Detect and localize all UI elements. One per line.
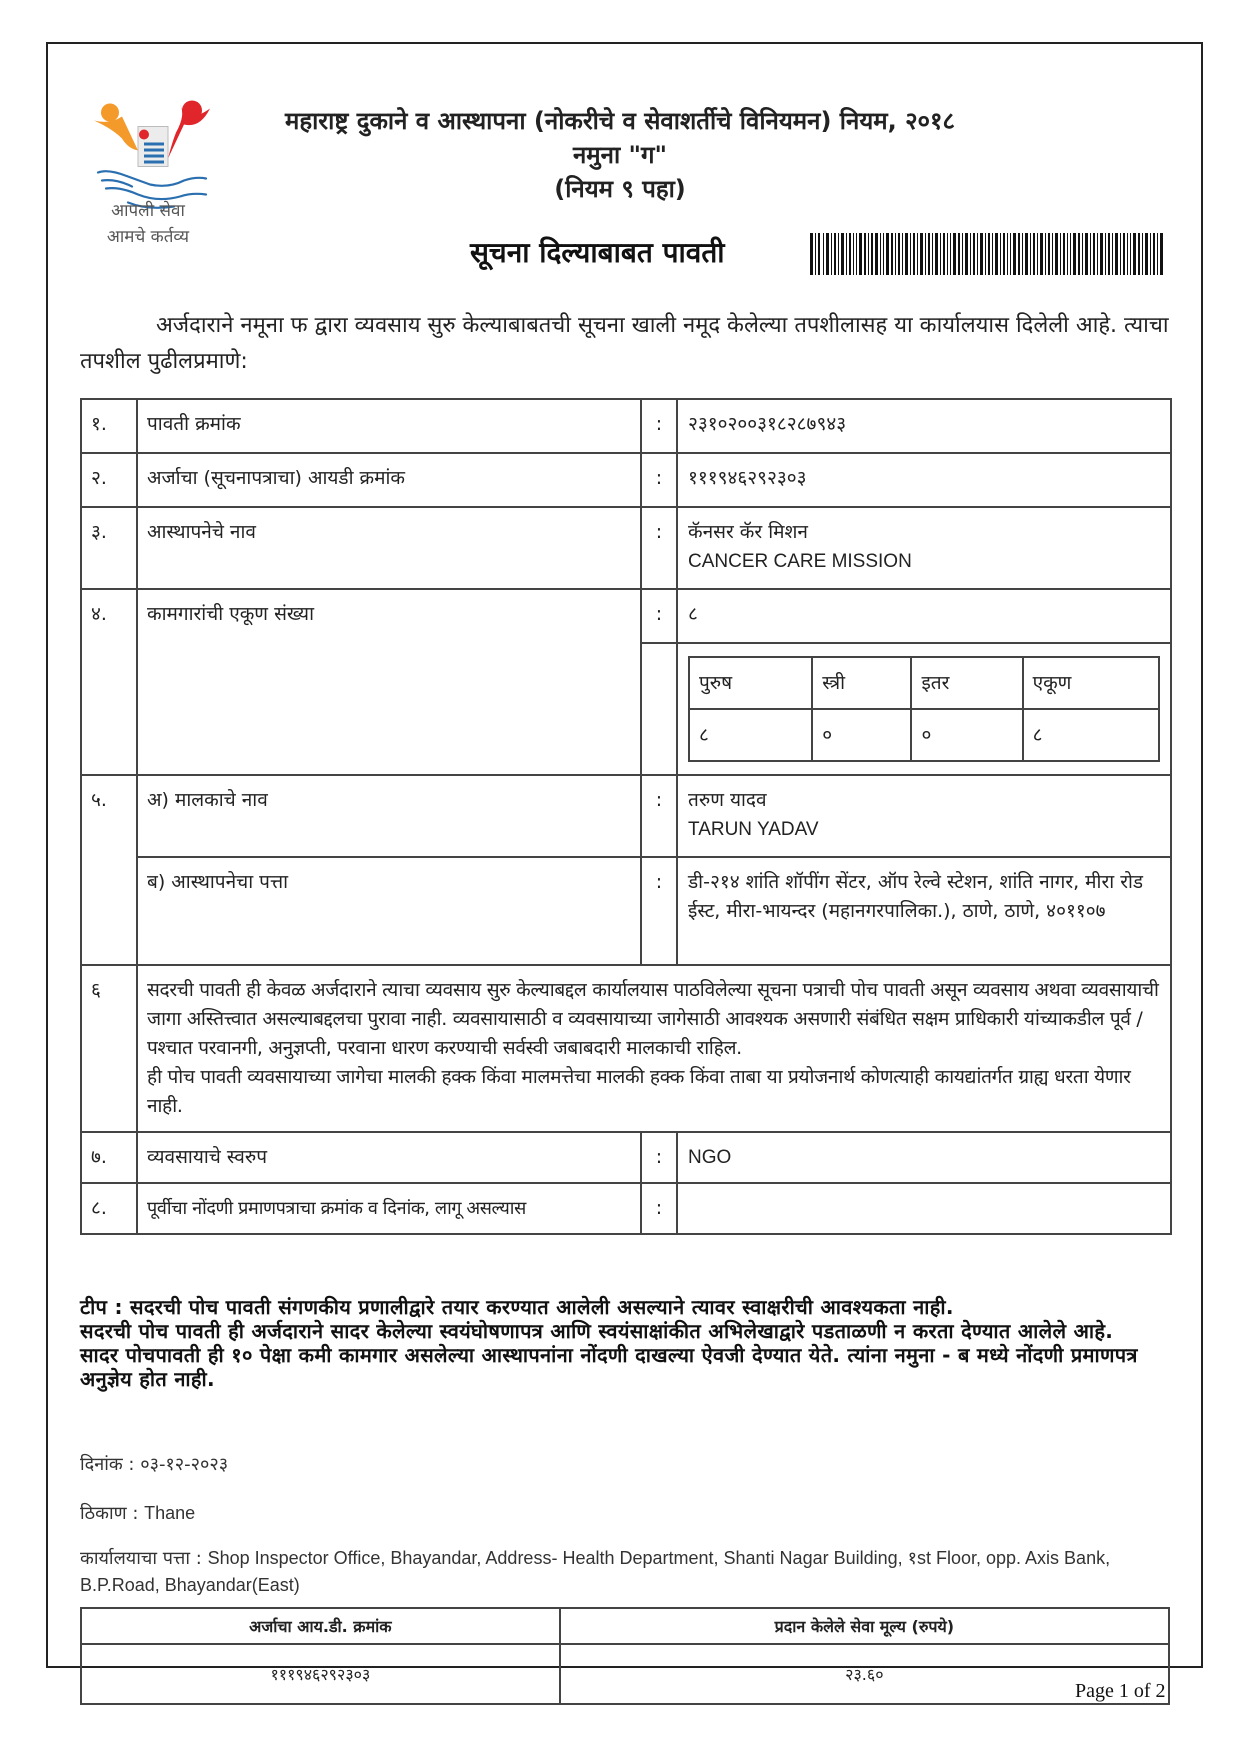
place-line xyxy=(80,1500,195,1527)
table-row xyxy=(81,965,1171,1132)
previous-registration-label: पूर्वीचा नोंदणी प्रमाणपत्राचा क्रमांक व दिनांक, लागू असल्यास xyxy=(137,1183,641,1234)
office-address-line xyxy=(80,1545,1170,1599)
fee-amount-header: प्रदान केलेले सेवा मूल्य (रुपये) xyxy=(560,1608,1169,1644)
breakdown-value-row xyxy=(689,709,1159,761)
place-label: ठिकाण : xyxy=(80,1503,139,1524)
row-number: १. xyxy=(81,399,137,453)
table-row xyxy=(81,453,1171,507)
fee-id-value: १११९४६२९२३०३ xyxy=(81,1644,560,1704)
table-row xyxy=(81,857,1171,965)
colon: : xyxy=(641,857,677,965)
row-number: ८. xyxy=(81,1183,137,1234)
establishment-name-english: CANCER CARE MISSION xyxy=(688,551,912,572)
act-title: महाराष्ट्र दुकाने व आस्थापना (नोकरीचे व सेवाशर्तीचे विनियमन) नियम, २०१८ xyxy=(284,107,955,135)
office-address-value: Shop Inspector Office, Bhayandar, Address- Health Department, Shanti Nagar Building, १st Floor, opp. Axis Bank, B.P.Road, Bhayandar(East) xyxy=(80,1548,1111,1595)
female-header: स्त्री xyxy=(812,657,911,709)
owner-name-value xyxy=(677,775,1171,857)
note-line-2: सदरची पोच पावती ही अर्जदाराने सादर केलेल्या स्वयंघोषणापत्र आणि स्वयंसाक्षांकीत अभिलेखाद्वारे पडताळणी न करता देण्यात आलेले आहे. xyxy=(80,1319,1114,1343)
row-number: ६ xyxy=(81,965,137,1132)
previous-registration-value xyxy=(677,1183,1171,1234)
details-table xyxy=(80,398,1172,1235)
form-name: नमुना "ग" xyxy=(572,141,668,169)
rule-reference: (नियम ९ पहा) xyxy=(554,175,686,203)
table-row xyxy=(81,1183,1171,1234)
date-value: ०३-१२-२०२३ xyxy=(140,1454,229,1475)
business-nature-value: NGO xyxy=(677,1132,1171,1183)
date-line xyxy=(80,1452,228,1478)
place-value: Thane xyxy=(144,1503,196,1523)
fee-amount-value: २३.६० xyxy=(560,1644,1169,1704)
application-id-value: १११९४६२९२३०३ xyxy=(677,453,1171,507)
total-count: ८ xyxy=(1023,709,1159,761)
breakdown-header-row xyxy=(689,657,1159,709)
receipt-title: सूचना दिल्याबाबत पावती xyxy=(470,236,725,269)
barcode-icon xyxy=(810,233,1165,275)
colon: : xyxy=(641,775,677,857)
total-header: एकूण xyxy=(1023,657,1159,709)
row-number: ४. xyxy=(81,589,137,775)
fee-header-row xyxy=(81,1608,1169,1644)
row-number: ३. xyxy=(81,507,137,589)
disclaimer-text-2: ही पोच पावती व्यवसायाच्या जागेचा मालकी हक्क किंवा मालमत्तेचा मालकी हक्क किंवा ताबा या प्रयोजनार्थ कोणत्याही कायद्यांतर्गत ग्राह्य धरता येणार नाही. xyxy=(147,1066,1131,1117)
row-number: ५. xyxy=(81,775,137,965)
table-row xyxy=(81,507,1171,589)
total-workers-label: कामगारांची एकूण संख्या xyxy=(137,589,641,775)
logo-caption xyxy=(88,198,208,250)
other-header: इतर xyxy=(911,657,1022,709)
logo-caption-line1: आपली सेवा xyxy=(111,201,185,221)
workers-breakdown-cell xyxy=(677,643,1171,775)
colon: : xyxy=(641,507,677,589)
table-row xyxy=(81,775,1171,857)
fee-table xyxy=(80,1607,1170,1705)
row-number: २. xyxy=(81,453,137,507)
note-line-3: सादर पोचपावती ही १० पेक्षा कमी कामगार असलेल्या आस्थापनांना नोंदणी दाखल्या ऐवजी देण्यात येते. त्यांना नमुना - ब मध्ये नोंदणी प्रमाणपत्र अनुज्ञेय होत नाही. xyxy=(80,1343,1138,1391)
colon: : xyxy=(641,453,677,507)
establishment-name-value xyxy=(677,507,1171,589)
table-row xyxy=(81,1132,1171,1183)
female-count: ० xyxy=(812,709,911,761)
row-number: ७. xyxy=(81,1132,137,1183)
fee-id-header: अर्जाचा आय.डी. क्रमांक xyxy=(81,1608,560,1644)
logo-caption-line2: आमचे कर्तव्य xyxy=(106,227,190,247)
owner-name-marathi: तरुण यादव xyxy=(688,789,767,811)
date-label: दिनांक : xyxy=(80,1454,135,1475)
establishment-name-marathi: कॅनसर कॅर मिशन xyxy=(688,521,808,543)
total-workers-value: ८ xyxy=(677,589,1171,643)
receipt-number-label: पावती क्रमांक xyxy=(137,399,641,453)
disclaimer-text-1: सदरची पावती ही केवळ अर्जदाराने त्याचा व्यवसाय सुरु केल्याबद्दल कार्यालयास पाठविलेल्या सूचना पत्राची पोच पावती असून व्यवसाय अथवा व्यवसायाची जागा अस्तित्त्वात असल्याबद्दलचा पुरावा नाही. व्यवसायासाठी व व्यवसायाच्या जागेसाठी आवश्यक असणारी संबंधित सक्षम प्राधिकारी यांच्याकडील पूर्व / पश्चात परवानगी, अनुज्ञप्ती, परवाना धारण करण्याची सर्वस्वी जबाबदारी मालकाची राहिल. xyxy=(147,979,1159,1059)
receipt-number-value: २३१०२००३१८२८७९४३ xyxy=(677,399,1171,453)
business-nature-label: व्यवसायाचे स्वरुप xyxy=(137,1132,641,1183)
page-number: Page 1 of 2 xyxy=(1075,1680,1166,1702)
male-header: पुरुष xyxy=(689,657,812,709)
fee-value-row xyxy=(81,1644,1169,1704)
note-section xyxy=(80,1295,1175,1391)
colon-spacer xyxy=(641,643,677,775)
document-header xyxy=(220,104,1020,206)
colon: : xyxy=(641,1183,677,1234)
establishment-name-label: आस्थापनेचे नाव xyxy=(137,507,641,589)
table-row xyxy=(81,589,1171,643)
intro-paragraph: अर्जदाराने नमूना फ द्वारा व्यवसाय सुरु केल्याबाबतची सूचना खाली नमूद केलेल्या तपशीलासह या कार्यालयास दिलेली आहे. त्याचा तपशील पुढीलप्रमाणे: xyxy=(80,313,1169,374)
owner-name-english: TARUN YADAV xyxy=(688,819,819,840)
establishment-address-value: डी-२१४ शांति शॉपींग सेंटर, ऑप रेल्वे स्टेशन, शांति नागर, मीरा रोड ईस्ट, मीरा-भायन्दर (महानगरपालिका.), ठाणे, ठाणे, ४०११०७ xyxy=(677,857,1171,965)
application-id-label: अर्जाचा (सूचनापत्राचा) आयडी क्रमांक xyxy=(137,453,641,507)
colon: : xyxy=(641,1132,677,1183)
colon: : xyxy=(641,589,677,643)
colon: : xyxy=(641,399,677,453)
other-count: ० xyxy=(911,709,1022,761)
office-address-label: कार्यालयाचा पत्ता : xyxy=(80,1548,202,1569)
disclaimer-cell xyxy=(137,965,1171,1132)
note-line-1: टीप : सदरची पोच पावती संगणकीय प्रणालीद्वारे तयार करण्यात आलेली असल्याने त्यावर स्वाक्षरीची आवश्यकता नाही. xyxy=(80,1295,954,1319)
workers-breakdown-table xyxy=(688,656,1160,762)
male-count: ८ xyxy=(689,709,812,761)
table-row xyxy=(81,399,1171,453)
owner-name-label: अ) मालकाचे नाव xyxy=(137,775,641,857)
establishment-address-label: ब) आस्थापनेचा पत्ता xyxy=(137,857,641,965)
